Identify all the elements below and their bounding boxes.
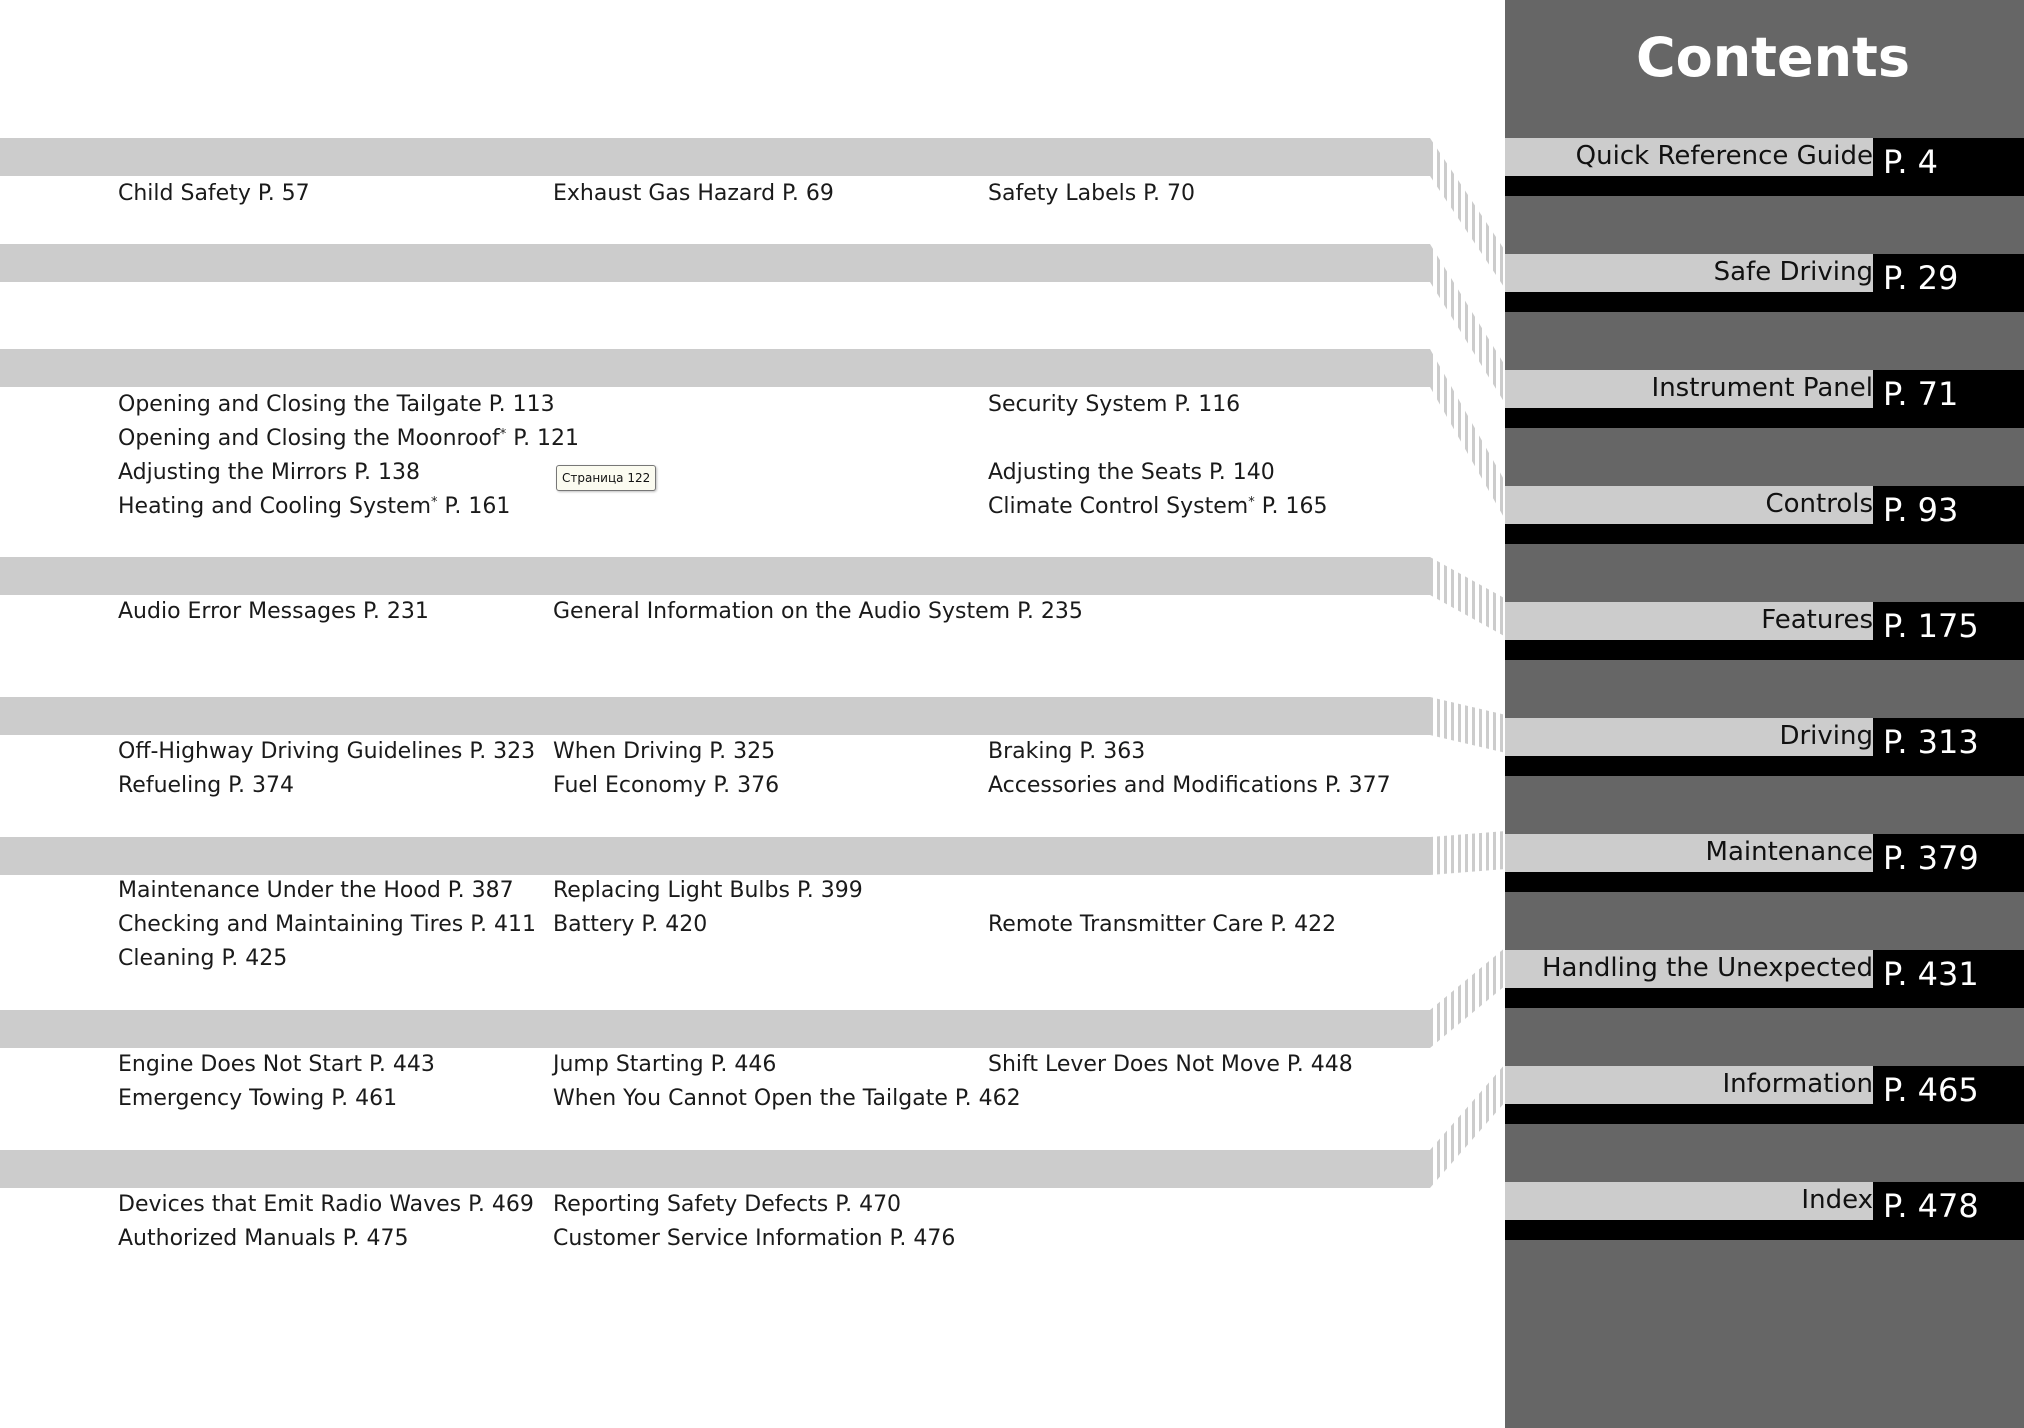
chapter-page-number: P. 465	[1883, 1071, 1979, 1109]
toc-entry-emergency-towing[interactable]: Emergency Towing P. 461	[118, 1086, 398, 1111]
toc-entry-off-highway[interactable]: Off-Highway Driving Guidelines P. 323	[118, 739, 536, 764]
chapter-page-number: P. 478	[1883, 1187, 1979, 1225]
chapter-page-number: P. 29	[1883, 259, 1959, 297]
section-band-instrument-panel	[0, 244, 1430, 282]
footnote-mark: *	[431, 495, 438, 510]
section-band-maintenance	[0, 837, 1430, 875]
toc-entry-safety-labels[interactable]: Safety Labels P. 70	[988, 181, 1195, 206]
toc-entry-radio-waves[interactable]: Devices that Emit Radio Waves P. 469	[118, 1192, 534, 1217]
chapter-label: Instrument Panel	[1651, 373, 1873, 403]
toc-entry-battery[interactable]: Battery P. 420	[553, 912, 708, 937]
chapter-page-number: P. 379	[1883, 839, 1979, 877]
entry-text: Opening and Closing the Moonroof	[118, 426, 500, 451]
chapter-label: Index	[1801, 1185, 1873, 1215]
toc-entry-seats[interactable]: Adjusting the Seats P. 140	[988, 460, 1275, 485]
chapter-features[interactable]	[1505, 602, 2024, 662]
chapter-handling-the-unexpected[interactable]	[1505, 950, 2024, 1010]
chapter-label: Information	[1722, 1069, 1873, 1099]
chapter-page-number: P. 93	[1883, 491, 1959, 529]
footnote-mark: *	[499, 427, 507, 442]
chapter-page-number: P. 175	[1883, 607, 1979, 645]
entry-text: Heating and Cooling System	[118, 494, 432, 519]
toc-entry-when-driving[interactable]: When Driving P. 325	[553, 739, 776, 764]
section-band-safe-driving	[0, 138, 1430, 176]
chapter-instrument-panel[interactable]	[1505, 370, 2024, 430]
toc-entry-under-hood[interactable]: Maintenance Under the Hood P. 387	[118, 878, 514, 903]
chapter-page-number: P. 4	[1883, 143, 1939, 181]
toc-entry-jump-starting[interactable]: Jump Starting P. 446	[553, 1052, 777, 1077]
toc-entry-shift-lever[interactable]: Shift Lever Does Not Move P. 448	[988, 1052, 1353, 1077]
chapter-label: Driving	[1779, 721, 1873, 751]
toc-entry-authorized-manuals[interactable]: Authorized Manuals P. 475	[118, 1226, 409, 1251]
toc-entry-tailgate-cannot-open[interactable]: When You Cannot Open the Tailgate P. 462	[553, 1086, 1021, 1111]
chapter-quick-reference-guide[interactable]	[1505, 138, 2024, 198]
section-connector-stripes	[1430, 0, 1506, 1428]
toc-entry-audio-error-messages[interactable]: Audio Error Messages P. 231	[118, 599, 429, 624]
chapter-controls[interactable]	[1505, 486, 2024, 546]
toc-entry-tires[interactable]: Checking and Maintaining Tires P. 411	[118, 912, 537, 937]
chapter-label: Quick Reference Guide	[1575, 141, 1873, 171]
chapter-label: Features	[1761, 605, 1873, 635]
entry-page: P. 165	[1261, 494, 1328, 519]
toc-entry-accessories[interactable]: Accessories and Modifications P. 377	[988, 773, 1391, 798]
section-band-driving	[0, 697, 1430, 735]
toc-entry-safety-defects[interactable]: Reporting Safety Defects P. 470	[553, 1192, 902, 1217]
contents-title: Contents	[1635, 26, 1910, 89]
chapter-index[interactable]	[1505, 1182, 2024, 1242]
toc-entry-fuel-economy[interactable]: Fuel Economy P. 376	[553, 773, 780, 798]
toc-entry-tailgate[interactable]: Opening and Closing the Tailgate P. 113	[118, 392, 555, 417]
section-band-features	[0, 557, 1430, 595]
chapter-safe-driving[interactable]	[1505, 254, 2024, 314]
toc-entry-remote-transmitter[interactable]: Remote Transmitter Care P. 422	[988, 912, 1337, 937]
footnote-mark: *	[1248, 495, 1255, 510]
toc-entry-audio-general-info[interactable]: General Information on the Audio System P. 235	[553, 599, 1083, 624]
toc-entry-child-safety[interactable]: Child Safety P. 57	[118, 181, 310, 206]
toc-entry-light-bulbs[interactable]: Replacing Light Bulbs P. 399	[553, 878, 863, 903]
chapter-maintenance[interactable]	[1505, 834, 2024, 894]
chapter-page-number: P. 71	[1883, 375, 1959, 413]
chapter-label: Maintenance	[1705, 837, 1873, 867]
toc-entry-customer-service[interactable]: Customer Service Information P. 476	[553, 1226, 956, 1251]
chapter-page-number: P. 313	[1883, 723, 1979, 761]
chapter-page-number: P. 431	[1883, 955, 1979, 993]
contents-sidebar	[1505, 0, 2024, 1428]
section-band-controls	[0, 349, 1430, 387]
chapter-label: Safe Driving	[1713, 257, 1873, 287]
toc-entry-climate-control[interactable]	[988, 492, 1328, 525]
toc-entry-heating-cooling[interactable]	[118, 492, 510, 525]
toc-entry-moonroof[interactable]	[118, 424, 579, 457]
chapter-driving[interactable]	[1505, 718, 2024, 778]
entry-page: P. 161	[444, 494, 511, 519]
chapter-label: Handling the Unexpected	[1541, 953, 1873, 983]
section-band-information	[0, 1150, 1430, 1188]
section-band-handling-unexpected	[0, 1010, 1430, 1048]
chapter-label: Controls	[1765, 489, 1873, 519]
entry-page: P. 121	[513, 426, 580, 451]
entry-text: Climate Control System	[988, 494, 1249, 519]
toc-entry-engine-not-start[interactable]: Engine Does Not Start P. 443	[118, 1052, 435, 1077]
chapter-information[interactable]	[1505, 1066, 2024, 1126]
toc-entry-refueling[interactable]: Refueling P. 374	[118, 773, 294, 798]
toc-entry-braking[interactable]: Braking P. 363	[988, 739, 1146, 764]
toc-entry-mirrors[interactable]: Adjusting the Mirrors P. 138	[118, 460, 420, 485]
toc-entry-cleaning[interactable]: Cleaning P. 425	[118, 946, 288, 971]
page-marker-tooltip: Страница 122	[556, 465, 656, 491]
toc-entry-security-system[interactable]: Security System P. 116	[988, 392, 1241, 417]
toc-entry-exhaust-gas-hazard[interactable]: Exhaust Gas Hazard P. 69	[553, 181, 834, 206]
